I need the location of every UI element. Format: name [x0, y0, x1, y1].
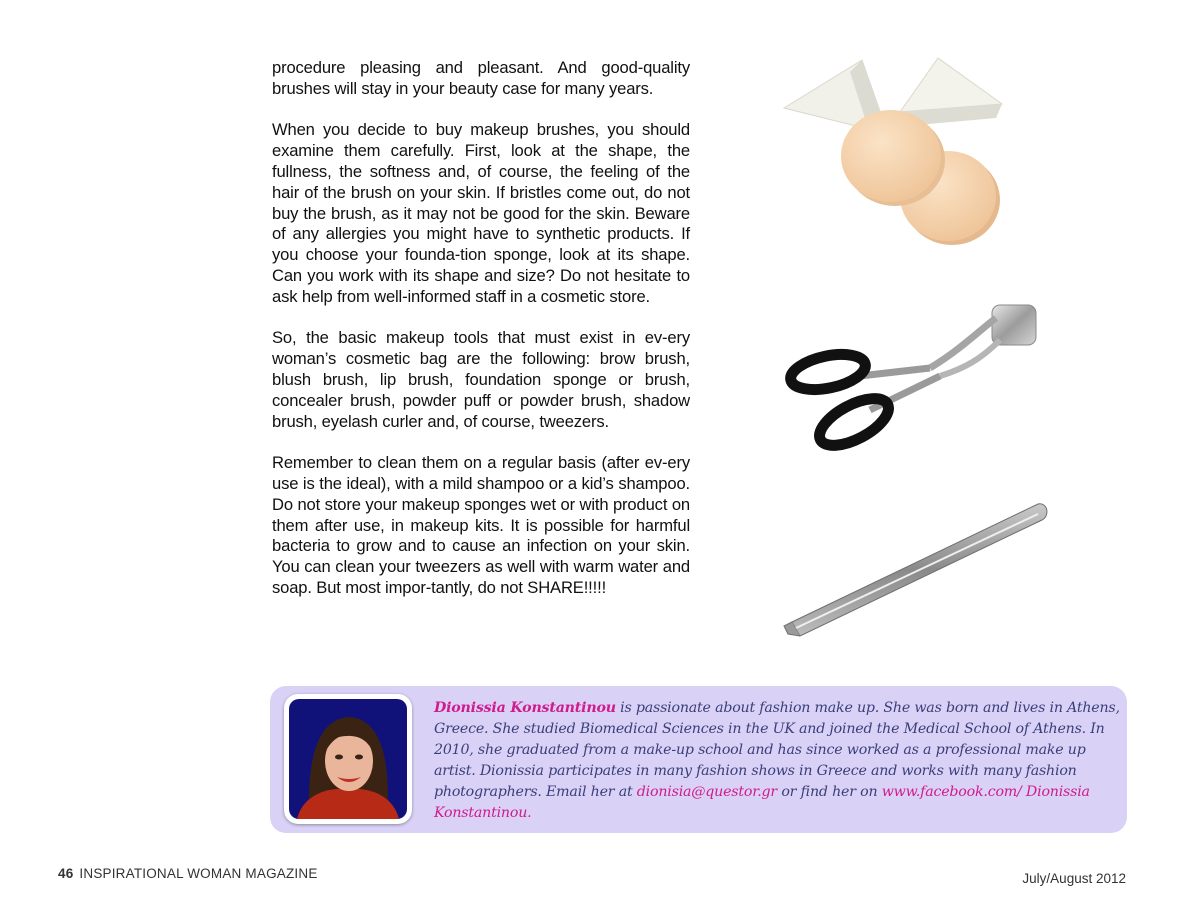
author-portrait-image	[289, 699, 407, 819]
product-images	[770, 50, 1070, 650]
page-number: 46	[58, 866, 74, 881]
author-bio-box	[270, 686, 1127, 833]
article-body	[272, 58, 690, 620]
bio-text-part-1: is passionate about fashion make up. She was born and lives in Athens, Greece. She studied Biomedical Sciences in the UK and joined the Medical School of Athens. In 2010, she graduated from a make-up school and has since worked as a professional make up artist. Dionissia participates in many fashion shows in Greece and works with many fashion photographers. Email her at	[434, 700, 1120, 800]
article-paragraph-3: So, the basic makeup tools that must exist in ev-ery woman’s cosmetic bag are the following: brow brush, blush brush, lip brush, foundation sponge or brush, concealer brush, powder puff or powder brush, shadow brush, eyelash curler and, of course, tweezers.	[272, 328, 690, 431]
bio-text-part-2: or find her on	[777, 784, 882, 800]
article-paragraph-1: procedure pleasing and pleasant. And good-quality brushes will stay in your beauty case for many years.	[272, 58, 690, 98]
article-paragraph-4: Remember to clean them on a regular basis (after ev-ery use is the ideal), with a mild shampoo or a kid’s shampoo. Do not store your makeup sponges wet or with product on them after use, in makeup kits. It is possible for harmful bacteria to grow and to cause an infection on your skin. You can clean your tweezers as well with warm water and soap. But most impor-tantly, do not SHARE!!!!!	[272, 453, 690, 597]
author-email-link[interactable]: dionisia@questor.gr	[636, 784, 778, 800]
author-facebook-link[interactable]: www.facebook.com/ Dionissia Konstantinou.	[434, 784, 1090, 821]
makeup-sponges-image	[784, 58, 1002, 245]
product-images-svg	[770, 50, 1070, 650]
eyelash-curler-image	[788, 305, 1036, 455]
magazine-name: INSPIRATIONAL WOMAN MAGAZINE	[79, 866, 318, 881]
author-bio-text	[434, 698, 1120, 824]
footer-magazine	[58, 866, 318, 881]
author-photo	[284, 694, 412, 824]
footer-issue-date: July/August 2012	[1022, 871, 1126, 886]
article-paragraph-2: When you decide to buy makeup brushes, you should examine them carefully. First, look at the shape, the fullness, the softness and, of course, the feeling of the hair of the brush on your skin. If bristles come out, do not buy the brush, as it may not be good for the skin. Beware of any allergies you might have to synthetic products. If you choose your founda-tion sponge, look at its shape. Can you work with its shape and size? Do not hesitate to ask help from well-informed staff in a cosmetic store.	[272, 120, 690, 306]
author-name: Dionissia Konstantinou	[434, 700, 616, 716]
tweezers-image	[784, 504, 1047, 636]
